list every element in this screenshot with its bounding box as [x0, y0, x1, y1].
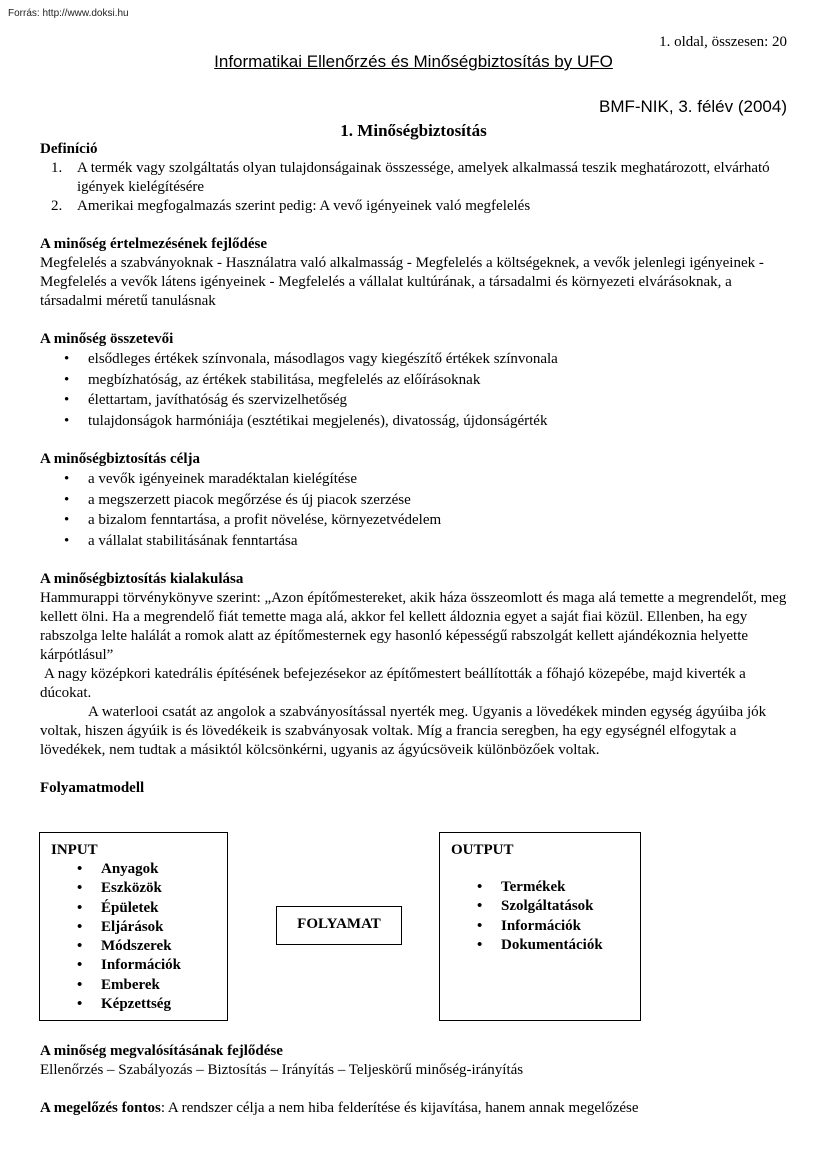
- course-info: BMF-NIK, 3. félév (2004): [598, 97, 787, 116]
- list-item: • a megszerzett piacok megőrzése és új piacok szerzése: [40, 490, 790, 511]
- document-title: Informatikai Ellenőrzés és Minőségbiztosítás by UFO: [214, 52, 613, 71]
- list-text: Amerikai megfogalmazás szerint pedig: A vevő igényeinek való megfelelés: [77, 198, 531, 214]
- list-item: • a vállalat stabilitásának fenntartása: [40, 531, 790, 552]
- source-url: Forrás: http://www.doksi.hu: [8, 8, 129, 19]
- list-item: • Információk: [477, 917, 603, 936]
- history-paragraph-2: A nagy középkori katedrális építésének befejezésekor az építőmestert beállították a főhajó közepébe, majd kiverték a dúcokat.: [40, 666, 746, 701]
- process-box: [276, 906, 402, 945]
- realization-text: Ellenőrzés – Szabályozás – Biztosítás – Irányítás – Teljeskörű minőség-irányítás: [40, 1062, 524, 1078]
- list-item: • Eljárások: [77, 918, 181, 937]
- input-title: INPUT: [51, 842, 98, 858]
- definition-list: [40, 159, 790, 216]
- input-list: [77, 860, 181, 1014]
- list-item: • Termékek: [477, 878, 603, 897]
- list-item: [40, 197, 790, 216]
- list-item: • elsődleges értékek színvonala, másodlagos vagy kiegészítő értékek színvonala: [40, 349, 790, 370]
- history-heading: A minőségbiztosítás kialakulása: [40, 571, 244, 587]
- list-item: • Épületek: [77, 899, 181, 918]
- output-list: [477, 878, 603, 955]
- prevention-paragraph: [40, 1099, 790, 1118]
- evolution-text: Megfelelés a szabványoknak - Használatra való alkalmasság - Megfelelés a költségeknek, a vevők jelenlegi igényeinek - Megfelelés a vevők látens igényeinek - Megfelelés a vállalat kultúrának, a társadalmi és környezeti elvárásoknak, a társadalmi méretű tanulásnak: [40, 255, 764, 309]
- input-box: [39, 832, 228, 1021]
- list-item: • a bizalom fenntartása, a profit növelése, környezetvédelem: [40, 510, 790, 531]
- page-content: [40, 140, 790, 798]
- list-item: • élettartam, javíthatóság és szervizelhetőség: [40, 390, 790, 411]
- prevention-label: A megelőzés fontos: [40, 1100, 161, 1116]
- history-paragraph-1: Hammurappi törvénykönyve szerint: „Azon építőmestereket, akik háza összeomlott és maga alá temette a megrendelőt, meg kellett ölni. Ha a megrendelő fiát temette maga alá, akkor fel kellett áldoznia egyet a saját fiai közül. Ellenben, ha egy rabszolga lelte halálát a romok alatt az építőmesternek egy hasonló képességű rabszolgát kellett ajándékoznia helyette kárpótlásul”: [40, 590, 787, 663]
- list-item: • Információk: [77, 956, 181, 975]
- list-text: A termék vagy szolgáltatás olyan tulajdonságainak összessége, amelyek alkalmassá teszik meghatározott, elvárható igények kielégítésére: [77, 160, 770, 195]
- list-item: • Módszerek: [77, 937, 181, 956]
- chapter-title: 1. Minőségbiztosítás: [340, 121, 487, 140]
- goal-heading: A minőségbiztosítás célja: [40, 451, 200, 467]
- list-item: • Anyagok: [77, 860, 181, 879]
- evolution-heading: A minőség értelmezésének fejlődése: [40, 236, 268, 252]
- bottom-content: [40, 1042, 790, 1118]
- components-list: [40, 349, 790, 431]
- process-model-heading: Folyamatmodell: [40, 780, 145, 796]
- prevention-text: : A rendszer célja a nem hiba felderítése és kijavítása, hanem annak megelőzése: [160, 1100, 639, 1116]
- goal-list: [40, 469, 790, 551]
- page-number: 1. oldal, összesen: 20: [659, 34, 787, 50]
- list-item: • Eszközök: [77, 879, 181, 898]
- output-title: OUTPUT: [451, 842, 514, 858]
- components-heading: A minőség összetevői: [40, 331, 174, 347]
- list-item: • Emberek: [77, 976, 181, 995]
- list-item: • Képzettség: [77, 995, 181, 1014]
- list-number: 1.: [51, 160, 63, 176]
- list-item: [40, 159, 790, 197]
- output-box: [439, 832, 641, 1021]
- list-item: • Dokumentációk: [477, 936, 603, 955]
- history-paragraph-3: A waterlooi csatát az angolok a szabványosítással nyerték meg. Ugyanis a lövedékek minden egység ágyúiba jók voltak, hiszen ágyúik is és lövedékeik is szabványosak voltak. Míg a francia seregben, ha egy egységnél elfogytak a lövedékek, nem tudtak a másiktól kölcsönkérni, ugyanis az ágyúcsöveik különbözőek voltak.: [40, 704, 767, 758]
- list-item: • tulajdonságok harmóniája (esztétikai megjelenés), divatosság, újdonságérték: [40, 411, 790, 432]
- list-item: • megbízhatóság, az értékek stabilitása, megfelelés az előírásoknak: [40, 370, 790, 391]
- list-item: • a vevők igényeinek maradéktalan kielégítése: [40, 469, 790, 490]
- list-number: 2.: [51, 198, 63, 214]
- definition-heading: Definíció: [40, 141, 98, 157]
- list-item: • Szolgáltatások: [477, 897, 603, 916]
- realization-heading: A minőség megvalósításának fejlődése: [40, 1043, 283, 1059]
- process-label: FOLYAMAT: [297, 916, 381, 932]
